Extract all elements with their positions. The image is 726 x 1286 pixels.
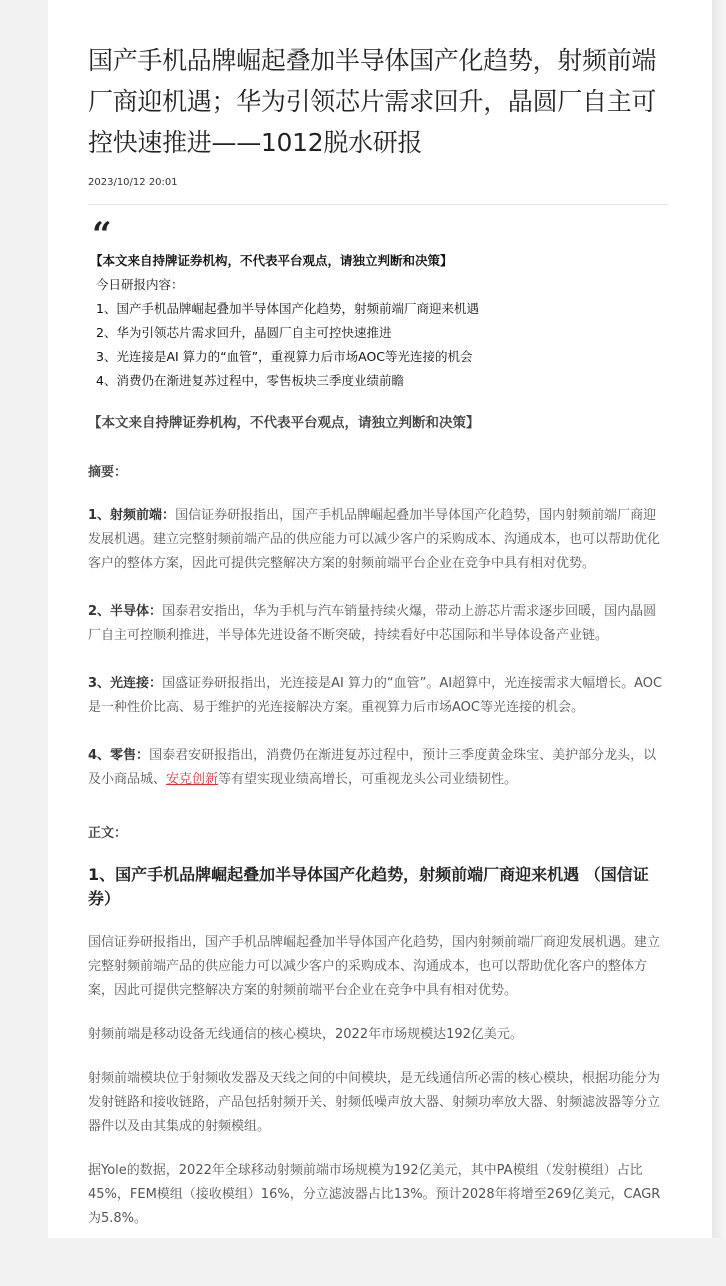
summary-text: 国盛证券研报指出，光连接是AI 算力的“血管”。AI超算中，光连接需求大幅增长。AOC是一种性价比高、易于维护的光连接解决方案。重视算力后市场AOC等光连接的机会。 <box>88 676 663 715</box>
disclaimer-bold: 【本文来自持牌证券机构，不代表平台观点，请独立判断和决策】 <box>88 415 480 431</box>
summary-num: 4、 <box>88 748 111 763</box>
summary-text: 国泰君安研报指出，消费仍在渐进复苏过程中，预计三季度黄金珠宝、美护部分龙头，以及小商品城、 <box>88 748 657 787</box>
summary-text: 等有望实现业绩高增长，可重视龙头公司业绩韧性。 <box>218 772 518 787</box>
quote-disclaimer: 【本文来自持牌证券机构，不代表平台观点，请独立判断和决策】 <box>90 253 453 268</box>
body-label: 正文： <box>88 826 128 841</box>
article-page <box>48 0 712 1238</box>
summary-text: 国泰君安指出，华为手机与汽车销量持续火爆，带动上游芯片需求逐步回暖，国内晶圆厂自主可控顺利推进，半导体先进设备不断突破，持续看好中芯国际和半导体设备产业链。 <box>88 604 657 643</box>
summary-paragraph <box>88 672 666 720</box>
intro-item: 1、国产手机品牌崛起叠加半导体国产化趋势，射频前端厂商迎来机遇 <box>96 301 479 316</box>
summary-paragraph <box>88 600 666 648</box>
summary-paragraph <box>88 744 666 792</box>
intro-label: 今日研报内容： <box>96 277 184 292</box>
summary-head: 零售： <box>110 748 150 763</box>
intro-item: 4、消费仍在渐进复苏过程中，零售板块三季度业绩前瞻 <box>96 373 404 388</box>
intro-item: 2、华为引领芯片需求回升，晶圆厂自主可控快速推进 <box>96 325 392 340</box>
body-paragraph: 据Yole的数据，2022年全球移动射频前端市场规模为192亿美元，其中PA模组（发射模组）占比45%，FEM模组（接收模组）16%，分立滤波器占比13%。预计2028年将增至269亿美元，CAGR为5.8%。 <box>88 1163 661 1226</box>
body-paragraph: 射频前端模块位于射频收发器及天线之间的中间模块，是无线通信所必需的核心模块，根据功能分为发射链路和接收链路，产品包括射频开关、射频低噪声放大器、射频功率放大器、射频滤波器等分立器件以及由其集成的射频模组。 <box>88 1071 661 1134</box>
article-title: 国产手机品牌崛起叠加半导体国产化趋势，射频前端厂商迎机遇；华为引领芯片需求回升，晶圆厂自主可控快速推进——1012脱水研报 <box>88 46 657 157</box>
summary-head: 光连接： <box>110 676 163 691</box>
summary-num: 3、 <box>88 676 111 691</box>
summary-text: 国信证券研报指出，国产手机品牌崛起叠加半导体国产化趋势，国内射频前端厂商迎发展机遇。建立完整射频前端产品的供应能力可以减少客户的采购成本、沟通成本，也可以帮助优化客户的整体方案，因此可提供完整解决方案的射频前端平台企业在竞争中具有相对优势。 <box>88 508 661 571</box>
quote-block <box>90 249 672 393</box>
summary-label: 摘要： <box>88 465 128 480</box>
body-paragraph: 射频前端是移动设备无线通信的核心模块，2022年市场规模达192亿美元。 <box>88 1027 523 1042</box>
section-title: 1、国产手机品牌崛起叠加半导体国产化趋势，射频前端厂商迎来机遇 （国信证券） <box>88 865 649 908</box>
summary-head: 半导体： <box>110 604 163 619</box>
stock-link-anker[interactable]: 安克创新 <box>166 772 219 787</box>
summary-paragraph <box>88 504 666 576</box>
summary-num: 2、 <box>88 604 111 619</box>
quote-icon: “ <box>92 215 112 255</box>
publish-date: 2023/10/12 20:01 <box>88 177 178 188</box>
summary-head: 射频前端： <box>110 508 176 523</box>
title-divider <box>88 204 668 205</box>
page-edge-shadow <box>712 0 726 1238</box>
intro-item: 3、光连接是AI 算力的“血管”，重视算力后市场AOC等光连接的机会 <box>96 349 473 364</box>
body-paragraph: 国信证券研报指出，国产手机品牌崛起叠加半导体国产化趋势，国内射频前端厂商迎发展机遇。建立完整射频前端产品的供应能力可以减少客户的采购成本、沟通成本，也可以帮助优化客户的整体方案，因此可提供完整解决方案的射频前端平台企业在竞争中具有相对优势。 <box>88 935 661 998</box>
summary-num: 1、 <box>88 508 111 523</box>
